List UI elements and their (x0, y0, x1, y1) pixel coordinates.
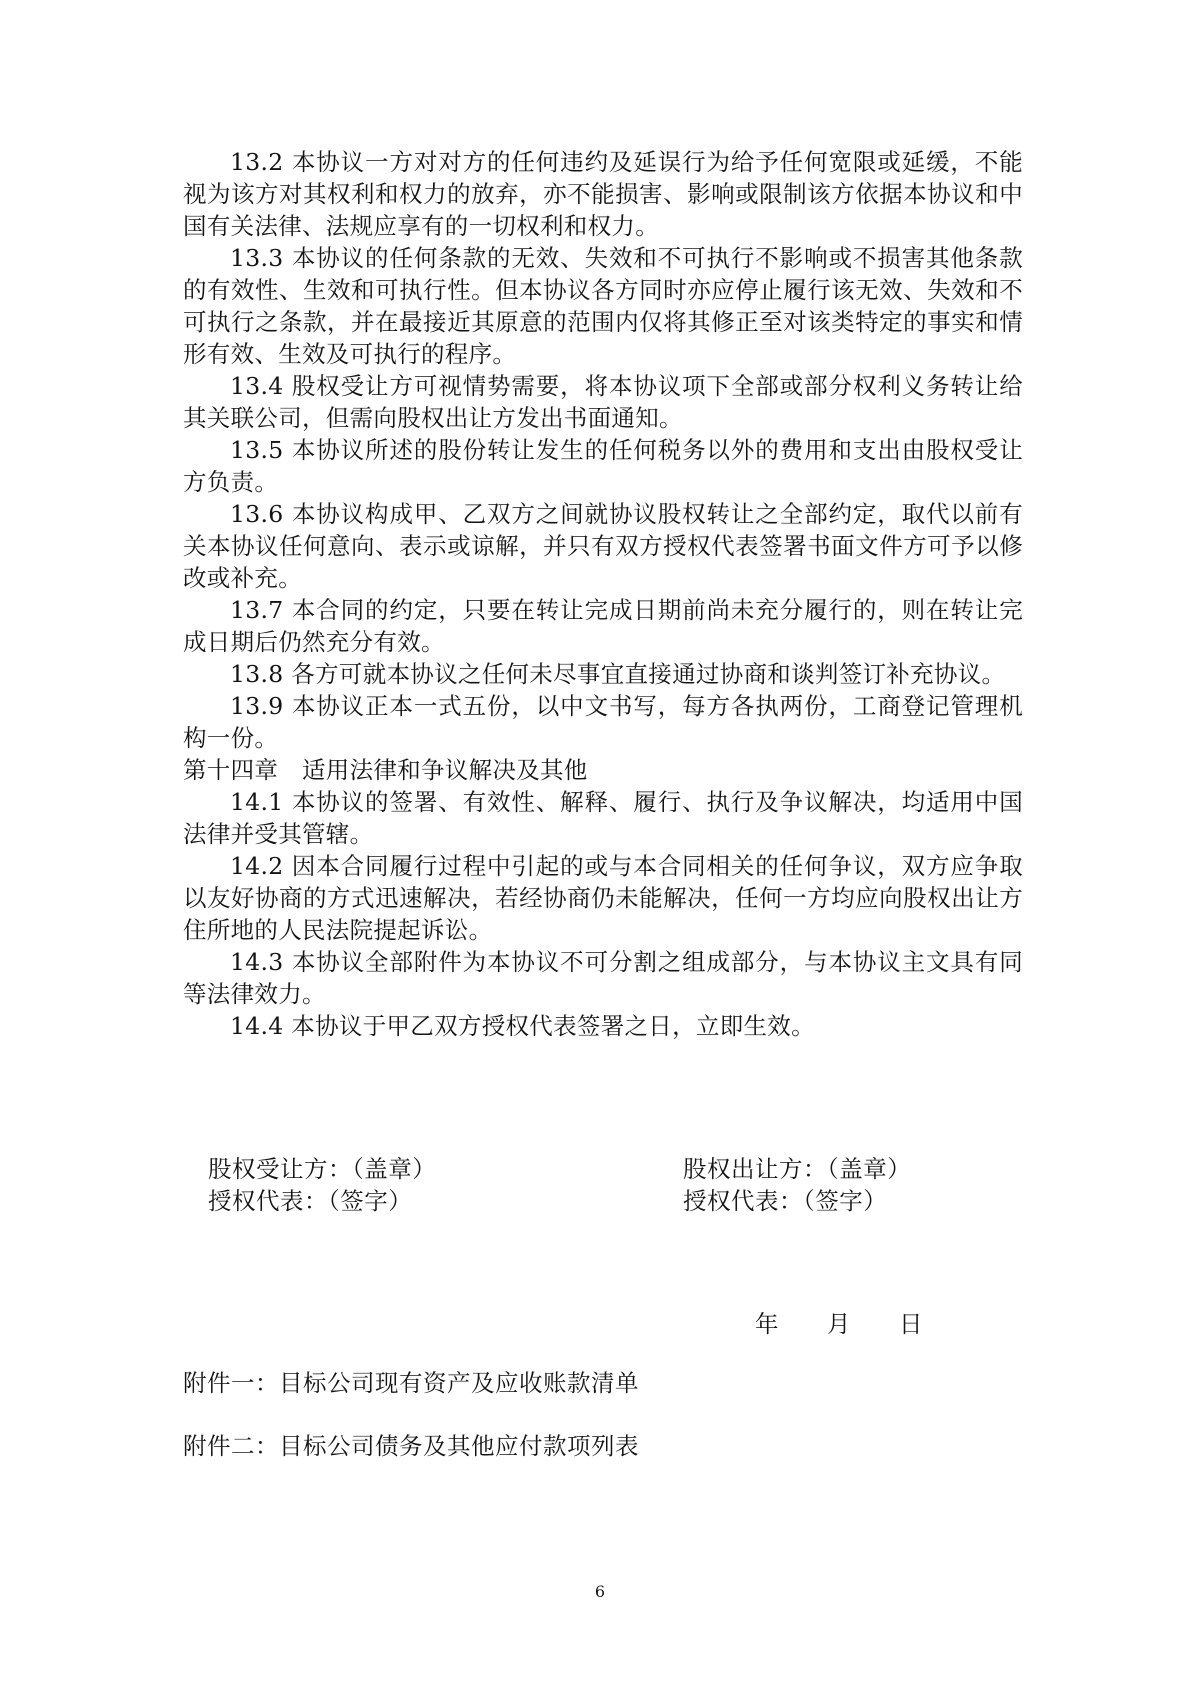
clause-13-3: 13.3 本协议的任何条款的无效、失效和不可执行不影响或不损害其他条款的有效性、生效和可执行性。但本协议各方同时亦应停止履行该无效、失效和不可执行之条款，并在最接近其原意的范围内仅将其修正至对该类特定的事实和情形有效、生效及可执行的程序。 (183, 244, 1023, 368)
clause-13-9: 13.9 本协议正本一式五份，以中文书写，每方各执两份，工商登记管理机构一份。 (183, 692, 1023, 752)
clause-14-1: 14.1 本协议的签署、有效性、解释、履行、执行及争议解决，均适用中国法律并受其管辖。 (183, 788, 1023, 848)
clause-13-7: 13.7 本合同的约定，只要在转让完成日期前尚未充分履行的，则在转让完成日期后仍然充分有效。 (183, 596, 1023, 656)
transferee-seal-label: 股权受让方：（盖章） (208, 1155, 437, 1183)
signature-block-transferor (683, 1153, 911, 1217)
transferee-rep-label: 授权代表：（签字） (208, 1187, 413, 1215)
clause-13-8: 13.8 各方可就本协议之任何未尽事宜直接通过协商和谈判签订补充协议。 (230, 660, 1006, 688)
signature-block-transferee (208, 1153, 436, 1217)
clause-14-3: 14.3 本协议全部附件为本协议不可分割之组成部分，与本协议主文具有同等法律效力。 (183, 948, 1023, 1008)
agreement-body (183, 146, 1023, 1042)
clause-14-2: 14.2 因本合同履行过程中引起的或与本合同相关的任何争议，双方应争取以友好协商的方式迅速解决，若经协商仍未能解决，任何一方均应向股权出让方住所地的人民法院提起诉讼。 (183, 852, 1023, 944)
clause-13-4: 13.4 股权受让方可视情势需要，将本协议项下全部或部分权利义务转让给其关联公司，但需向股权出让方发出书面通知。 (183, 372, 1023, 432)
page-number: 6 (594, 1582, 606, 1601)
chapter-14-heading: 第十四章 适用法律和争议解决及其他 (183, 756, 588, 784)
transferor-rep-label: 授权代表：（签字） (683, 1187, 888, 1215)
signing-date-line: 年 月 日 (755, 1310, 923, 1338)
transferor-seal-label: 股权出让方：（盖章） (683, 1155, 912, 1183)
clause-13-6: 13.6 本协议构成甲、乙双方之间就协议股权转让之全部约定，取代以前有关本协议任何意向、表示或谅解，并只有双方授权代表签署书面文件方可予以修改或补充。 (183, 500, 1023, 592)
clause-14-4: 14.4 本协议于甲乙双方授权代表签署之日，立即生效。 (230, 1012, 815, 1040)
attachment-2: 附件二：目标公司债务及其他应付款项列表 (183, 1432, 639, 1460)
clause-13-5: 13.5 本协议所述的股份转让发生的任何税务以外的费用和支出由股权受让方负责。 (183, 436, 1023, 496)
clause-13-2: 13.2 本协议一方对对方的任何违约及延误行为给予任何宽限或延缓，不能视为该方对其权利和权力的放弃，亦不能损害、影响或限制该方依据本协议和中国有关法律、法规应享有的一切权利和权力。 (183, 148, 1023, 240)
attachment-1: 附件一：目标公司现有资产及应收账款清单 (183, 1369, 639, 1397)
